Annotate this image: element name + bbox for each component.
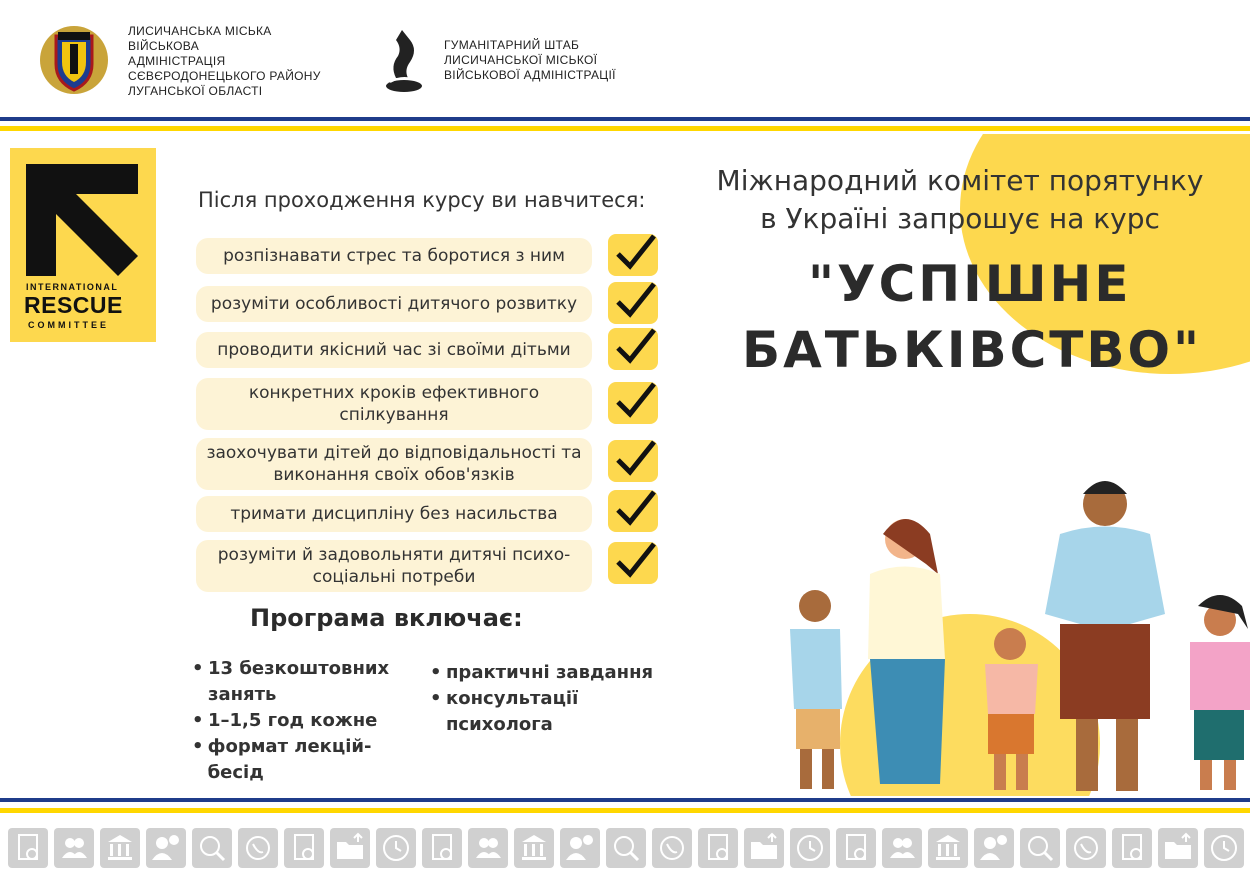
checkmark-icon — [608, 234, 658, 276]
course-intro: Після проходження курсу ви навчитеся: — [198, 188, 646, 212]
clock-icon[interactable] — [1204, 828, 1244, 868]
program-item: • 13 безкоштовних занять — [192, 656, 422, 708]
checkmark-icon — [608, 490, 658, 532]
header-divider-blue — [0, 117, 1250, 121]
irc-arrow-icon — [26, 164, 138, 276]
skill-item: проводити якісний час зі своїми дітьми — [196, 332, 592, 368]
skill-item: конкретних кроків ефективного спілкування — [196, 378, 592, 430]
program-list-col2 — [430, 660, 670, 738]
family-illustration — [780, 464, 1250, 796]
footer-icon-bar — [0, 822, 1250, 882]
heading-line1: Міжнародний комітет порятунку — [716, 164, 1204, 197]
program-item-text: консультації психолога — [446, 688, 579, 735]
info-search-icon[interactable] — [1020, 828, 1060, 868]
skill-item: тримати дисципліну без насильства — [196, 496, 592, 532]
program-item-text: 1–1,5 год кожне — [208, 710, 378, 731]
irc-logo-line2: RESCUE — [24, 292, 123, 318]
checkmark-icon — [608, 382, 658, 424]
org2-line: ГУМАНІТАРНИЙ ШТАБ — [444, 38, 580, 52]
org1-line: АДМІНІСТРАЦІЯ — [128, 54, 226, 68]
document-search-icon[interactable] — [422, 828, 462, 868]
viber-icon[interactable] — [1066, 828, 1106, 868]
city-coat-of-arms-logo[interactable] — [38, 24, 110, 96]
program-list-col1 — [192, 656, 422, 786]
checkmark-icon — [608, 282, 658, 324]
footer-divider-blue — [0, 798, 1250, 802]
folder-upload-icon[interactable] — [330, 828, 370, 868]
skill-item: розпізнавати стрес та боротися з ним — [196, 238, 592, 274]
clock-icon[interactable] — [790, 828, 830, 868]
person-info-icon[interactable] — [146, 828, 186, 868]
person-info-icon[interactable] — [560, 828, 600, 868]
program-item: • консультації психолога — [430, 686, 670, 738]
course-title-line1: "УСПІШНЕ — [808, 255, 1132, 313]
program-title: Програма включає: — [250, 604, 523, 632]
course-poster — [0, 134, 1250, 796]
checkmark-icon — [608, 440, 658, 482]
folder-upload-icon[interactable] — [744, 828, 784, 868]
checkmark-icon — [608, 542, 658, 584]
program-item: • 1–1,5 год кожне — [192, 708, 422, 734]
heading-line2: в Україні запрошує на курс — [760, 202, 1160, 235]
irc-logo-line3: COMMITTEE — [28, 320, 109, 330]
org1-line: ЛУГАНСЬКОЇ ОБЛАСТІ — [128, 84, 263, 98]
clock-icon[interactable] — [376, 828, 416, 868]
org2-line: ЛИСИЧАНСЬКОЇ МІСЬКОЇ — [444, 53, 598, 67]
users-icon[interactable] — [54, 828, 94, 868]
org1-line: ВІЙСЬКОВА — [128, 39, 200, 53]
program-item: • практичні завдання — [430, 660, 670, 686]
info-search-icon[interactable] — [606, 828, 646, 868]
users-icon[interactable] — [882, 828, 922, 868]
document-search-icon[interactable] — [836, 828, 876, 868]
bank-icon[interactable] — [928, 828, 968, 868]
irc-logo[interactable] — [10, 148, 156, 342]
person-info-icon[interactable] — [974, 828, 1014, 868]
document-search-icon[interactable] — [8, 828, 48, 868]
course-title-line2: БАТЬКІВСТВО" — [742, 321, 1203, 379]
viber-icon[interactable] — [238, 828, 278, 868]
skill-item: розуміти й задовольняти дитячі психо-соціальні потреби — [196, 540, 592, 592]
skill-item: заохочувати дітей до відповідальності та виконання своїх обов'язків — [196, 438, 592, 490]
viber-icon[interactable] — [652, 828, 692, 868]
footer-divider-yellow — [0, 808, 1250, 813]
info-search-icon[interactable] — [192, 828, 232, 868]
org2-line: ВІЙСЬКОВОЇ АДМІНІСТРАЦІЇ — [444, 68, 616, 82]
bank-icon[interactable] — [514, 828, 554, 868]
bank-icon[interactable] — [100, 828, 140, 868]
program-item: • формат лекцій-бесід — [192, 734, 422, 786]
folder-upload-icon[interactable] — [1158, 828, 1198, 868]
skill-item: розуміти особливості дитячого розвитку — [196, 286, 592, 322]
checkmark-icon — [608, 328, 658, 370]
document-search-icon[interactable] — [284, 828, 324, 868]
document-search-icon[interactable] — [1112, 828, 1152, 868]
org1-line: ЛИСИЧАНСЬКА МІСЬКА — [128, 24, 272, 38]
document-search-icon[interactable] — [698, 828, 738, 868]
org1-line: СЄВЄРОДОНЕЦЬКОГО РАЙОНУ — [128, 69, 321, 83]
program-item-text: формат лекцій-бесід — [207, 736, 372, 783]
program-item-text: практичні завдання — [446, 662, 654, 683]
irc-logo-line1: INTERNATIONAL — [26, 282, 119, 292]
fox-logo[interactable] — [380, 26, 430, 96]
header-divider-yellow — [0, 126, 1250, 131]
org1-name — [128, 24, 388, 99]
org2-name — [444, 38, 684, 83]
users-icon[interactable] — [468, 828, 508, 868]
program-item-text: 13 безкоштовних занять — [208, 658, 390, 705]
site-header — [0, 0, 1250, 118]
